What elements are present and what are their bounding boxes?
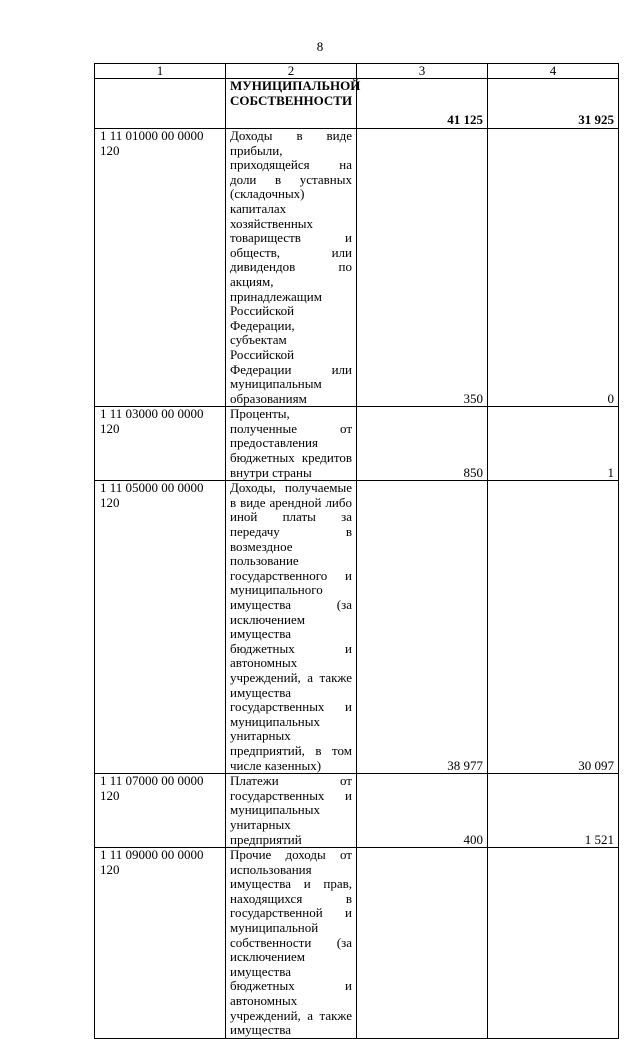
row-col4 — [488, 848, 619, 1039]
row-name: Прочие доходы от использования имущества и прав, находящихся в государственной и муниципальной собственности (за исключением имущества бюджетных и автономных учреждений, а также имущества — [226, 848, 357, 1039]
table-row — [95, 848, 619, 1039]
row-col3: 38 977 — [357, 481, 488, 774]
row-col3: 350 — [357, 129, 488, 407]
row-code: 1 11 07000 00 0000 120 — [95, 774, 226, 848]
header-col-1: 1 — [95, 64, 226, 79]
row-code: 1 11 05000 00 0000 120 — [95, 481, 226, 774]
row-name: Доходы, получаемые в виде арендной либо иной платы за передачу в возмездное пользование государственного и муниципального имущества (за исключением имущества бюджетных и автономных учреждений, а также имущества государственных и муниципальных унитарных предприятий, в том числе казенных) — [226, 481, 357, 774]
row-col4: 30 097 — [488, 481, 619, 774]
row-code: 1 11 01000 00 0000 120 — [95, 129, 226, 407]
budget-table — [94, 63, 619, 1039]
table-row — [95, 774, 619, 848]
row-col4: 1 521 — [488, 774, 619, 848]
row-col4: 31 925 — [488, 79, 619, 129]
table-row — [95, 407, 619, 481]
row-col4: 1 — [488, 407, 619, 481]
row-col3: 400 — [357, 774, 488, 848]
row-col3: 850 — [357, 407, 488, 481]
row-code — [95, 79, 226, 129]
page-number: 8 — [316, 39, 324, 54]
table-row — [95, 129, 619, 407]
table-row — [95, 79, 619, 129]
row-col3 — [357, 848, 488, 1039]
row-col4: 0 — [488, 129, 619, 407]
row-name: Проценты, полученные от предоставления бюджетных кредитов внутри страны — [226, 407, 357, 481]
row-col3: 41 125 — [357, 79, 488, 129]
row-code: 1 11 03000 00 0000 120 — [95, 407, 226, 481]
row-code: 1 11 09000 00 0000 120 — [95, 848, 226, 1039]
row-name: МУНИЦИПАЛЬНОЙ СОБСТВЕННОСТИ — [226, 79, 357, 129]
row-name: Платежи от государственных и муниципальных унитарных предприятий — [226, 774, 357, 848]
table-header-row — [95, 64, 619, 79]
header-col-4: 4 — [488, 64, 619, 79]
header-col-3: 3 — [357, 64, 488, 79]
row-name: Доходы в виде прибыли, приходящейся на доли в уставных (складочных) капиталах хозяйственных товариществ и обществ, или дивидендов по акциям, принадлежащим Российской Федерации, субъектам Российской Федерации или муниципальным образованиям — [226, 129, 357, 407]
table-row — [95, 481, 619, 774]
header-col-2: 2 — [226, 64, 357, 79]
